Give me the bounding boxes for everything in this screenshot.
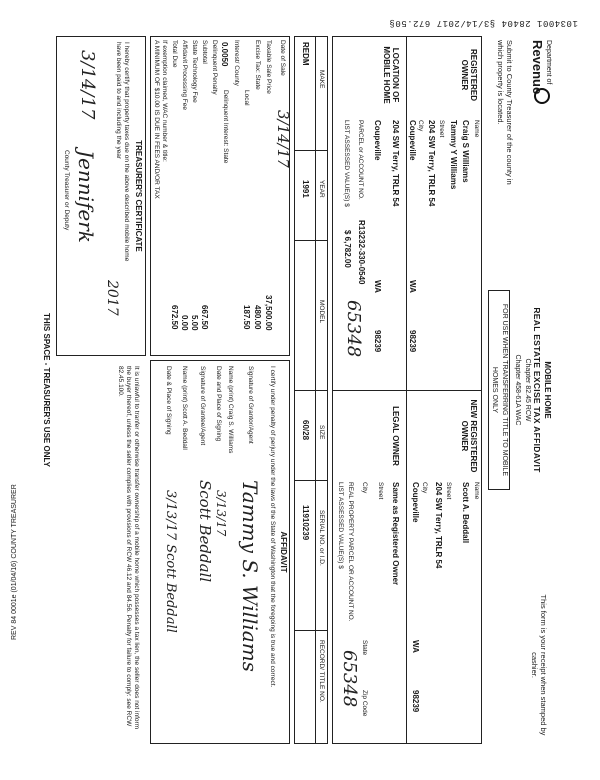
revision-label: REV 84 0001e (01/04/16) COUNTY TREASURER — [11, 484, 18, 640]
treasurer-signature: Jenniferk — [74, 150, 98, 243]
registered-owner-label: REGISTERED OWNER — [460, 48, 478, 101]
rate-value: 0.0050 — [220, 42, 229, 67]
title-line-5: FOR USE WHEN TRANSFERRING TITLE TO MOBILE HOMES ONLY — [488, 290, 510, 490]
logo-revenue: Revenue — [530, 40, 545, 95]
submit-instructions: Submit to County Treasurer of the county in which property is located. — [496, 40, 514, 185]
title-line-2: REAL ESTATE EXCISE TAX AFFIDAVIT — [532, 307, 542, 473]
col-model: MODEL — [318, 300, 325, 324]
handwritten-date-sale: 3/14/17 — [274, 110, 292, 168]
receipt-note: This form is your receipt when stamped by cashier. — [530, 594, 548, 736]
title-line-3: Chapter 82.45 RCW — [524, 358, 531, 422]
affidavit-fee-value: 0.00 — [180, 315, 189, 331]
form-title — [488, 290, 552, 490]
treasurer-county: County Treasurer or Deputy — [63, 150, 70, 231]
treasurer-year: 2017 — [104, 280, 120, 316]
legal-owner-name: Same as Registered Owner — [391, 482, 400, 586]
treasurer-label: TREASURER'S CERTIFICATE — [134, 140, 143, 252]
make-value: REDM — [301, 42, 310, 66]
grantor-date: 3/13/17 — [214, 490, 228, 537]
revenue-logo — [516, 40, 552, 100]
grantee-date: 3/13/17 Scott Beddall — [163, 490, 178, 633]
parcel-label: PARCEL or ACCOUNT NO. — [357, 120, 364, 200]
tech-value: 5.00 — [190, 315, 199, 331]
treasurer-text: I hereby certify that property taxes due on the above described mobile home have been paid to and including the year — [115, 42, 130, 262]
receipt-stamp: 1034001 28404 §3/14/2017 672.50§ — [389, 18, 578, 28]
title-line-1: MOBILE HOME — [543, 361, 552, 419]
col-title: RECORD/ TITLE NO. — [318, 640, 325, 703]
location-zip: 98239 — [373, 330, 382, 353]
registered-owner-name-2: Tammy Y Williams — [449, 120, 458, 190]
form-header — [484, 30, 554, 750]
parcel-value: R13232-330-0540 — [357, 220, 366, 285]
grantor-signature: Tammy S. Williams — [238, 480, 262, 672]
size-value: 60/28 — [301, 420, 310, 441]
year-value: 1991 — [301, 180, 310, 198]
affidavit-form: Department of Revenue Submit to County Treasurer of the county in which property is located. MOBILE HOME REAL ESTATE EXCISE TAX AFFIDAVIT Chapter 82.45 RCW Chapter 458-61A WAC FOR USE WHEN TRANSFERRING TITLE TO MOBILE HOMES ONLY This form is your receipt when stamped by cashier. REGISTERED OWNER Name Craig S Williams Tammy Y Williams Street 204 SW Terry, TRLR 54 City Coupeville WA 98239 NEW REGISTERED OWNER Name Scott A. Beddall Street 204 SW Terry, TRLR 54 City Coupeville WA 98239 LOCATION OF MOBILE HOME 204 SW Terry, TRLR 54 Coupeville WA 98239 PARCEL or ACCOUNT NO. R13232-330-0540 LIST ASSESSED VALUE(S) $ $ 6,782.00 65348 LEGAL OWNER Same as Registered Owner Street City State Zip Code REAL PROPERTY PARCEL OR ACCOUNT NO. LIST ASSESSED VALUE(S) $ 65348 MAKE YEAR MODEL SIZE SERIAL NO. or I.D. RECORD/ TITLE NO. REDM 1991 60/28 11910239 Date of Sale 3/14/17 Taxable Sale Price 37,500.00 Excise Tax: State 480.00 Local 187.50 Interest/ County 0.0050 Delinquent Interest: State Delinquent Penalty Subtotal 667.50 State Technology Fee 5.00 Affidavit Processing Fee 0.00 Total Due 672.50 If exemption claimed, WAC number & title: A MINIMUM OF $10.00 IS DUE IN FEES AND/OR TAX AFFIDAVIT I certify under penalty of perjury under the laws of the State of Washington that the foregoing is true and correct. Signature of Grantor/Agent Tammy S. Williams Name (print) Craig S. Williams Date and Place of Signing 3/13/17 Signature of Grantee/Agent Scott Beddall Name (print) Scott A. Beddall Date & Place of Signing 3/13/17 Scott Beddall TREASURER'S CERTIFICATE I hereby certify that property taxes due on the above described mobile home have been paid to and including the year 2017 3/14/17 Jenniferk County Treasurer or Deputy It is unlawful to tranfer or otherwise transfer ownership of a mobile home which possesses a tax lien, the seller does not inform the buyer thereof, unless the seller complies with provisions of RCW 46.12 and 84.56. Penalty for failure to comply: see RCW 82.45.100. THIS SPACE - TREASURER'S USE ONLY — [40, 30, 560, 750]
registered-owner-state: WA — [408, 280, 417, 293]
registered-owner-name-1: Craig S Williams — [461, 120, 470, 183]
affidavit-label: AFFIDAVIT — [279, 531, 288, 573]
col-year: YEAR — [318, 180, 325, 198]
col-serial: SERIAL NO. or I.D. — [318, 510, 325, 566]
location-state: WA — [373, 280, 382, 293]
total-value: 672.50 — [170, 305, 179, 330]
registered-owner-zip: 98239 — [408, 330, 417, 353]
col-make: MAKE — [318, 70, 325, 89]
title-line-4: Chapter 458-61A WAC — [514, 354, 521, 426]
logo-mark-icon — [534, 88, 550, 104]
location-street: 204 SW Terry, TRLR 54 — [391, 120, 400, 207]
treasurer-date: 3/14/17 — [77, 50, 98, 120]
excise-value: 480.00 — [253, 305, 262, 330]
local-value: 187.50 — [242, 305, 251, 330]
location-label: LOCATION OF MOBILE HOME — [382, 46, 400, 104]
warning-text: It is unlawful to tranfer or otherwise transfer ownership of a mobile home which possesses a tax lien, the seller does not inform the buyer thereof, unless the seller complies with provisions of RCW 46.12 and 84.56. Penalty for failure to comply: see RCW 82.45.100. — [117, 366, 140, 730]
new-owner-state: WA — [411, 640, 420, 653]
subtotal-value: 667.50 — [200, 305, 209, 330]
col-size: SIZE — [318, 425, 325, 440]
real-property-label: REAL PROPERTY PARCEL OR ACCOUNT NO. — [347, 482, 354, 622]
assessed-value: $ 6,782.00 — [343, 230, 352, 268]
new-owner-city: Coupeville — [411, 482, 420, 523]
registered-owner-street: 204 SW Terry, TRLR 54 — [427, 120, 436, 207]
serial-value: 11910239 — [301, 505, 310, 541]
grantee-signature: Scott Beddall — [196, 480, 214, 583]
logo-dept: Department of — [545, 40, 552, 85]
location-city: Coupeville — [373, 120, 382, 161]
affidavit-text: I certify under penalty of perjury under the laws of the State of Washington that the foregoing is true and correct. — [269, 366, 276, 688]
taxable-value: 37,500.00 — [264, 295, 273, 331]
handwritten-number-2: 65348 — [339, 650, 360, 708]
assessed-label: LIST ASSESSED VALUE(S) $ — [343, 120, 350, 207]
legal-owner-label: LEGAL OWNER — [391, 406, 400, 466]
new-owner-zip: 98239 — [411, 690, 420, 713]
new-owner-street: 204 SW Terry, TRLR 54 — [434, 482, 443, 569]
registered-owner-city: Coupeville — [408, 120, 417, 161]
new-owner-label: NEW REGISTERED OWNER — [460, 399, 478, 473]
footer-text: THIS SPACE - TREASURER'S USE ONLY — [42, 313, 51, 467]
handwritten-number-1: 65348 — [343, 300, 364, 358]
new-owner-name: Scott A. Beddall — [461, 482, 470, 544]
